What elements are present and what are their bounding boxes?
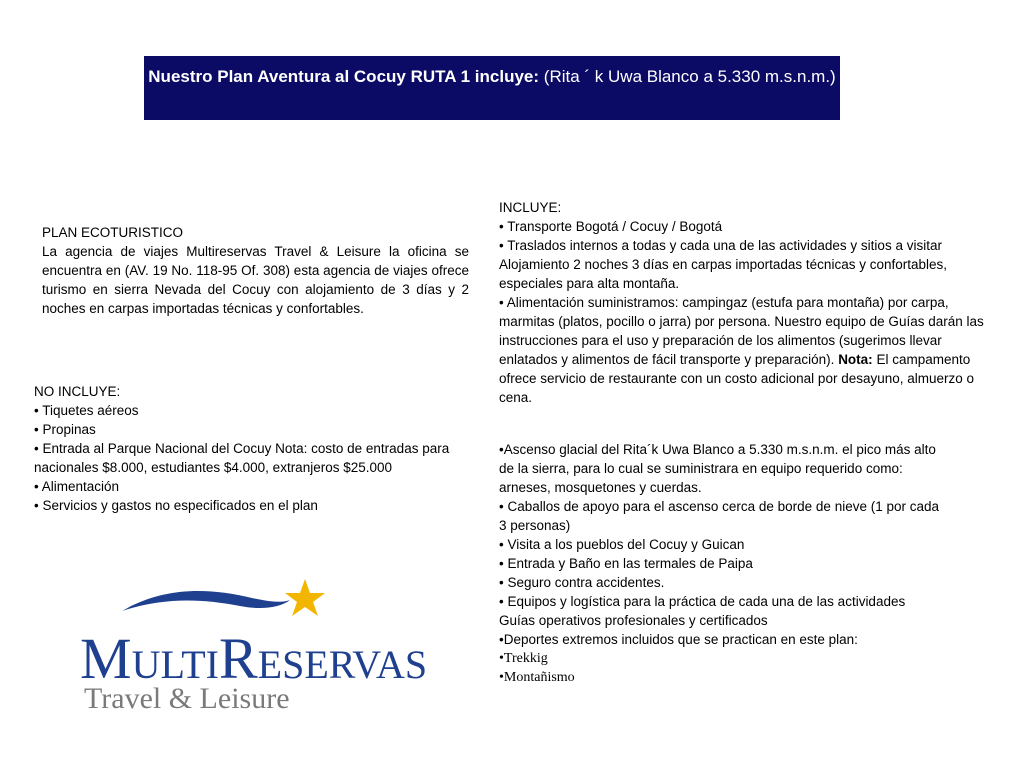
multireservas-logo (80, 574, 428, 719)
sport-item: •Trekkig (499, 651, 548, 666)
list-item: Alojamiento 2 noches 3 días en carpas importadas técnicas y confortables, especiales para alta montaña. (499, 257, 947, 291)
swoosh-icon (122, 591, 290, 611)
list-item: Guías operativos profesionales y certificados (499, 613, 768, 628)
list-item: • Equipos y logística para la práctica de cada una de las actividades (499, 594, 906, 609)
title-banner (144, 56, 840, 120)
list-item: • Alimentación (34, 479, 120, 494)
logo-main-text: MULTIRESERVAS (80, 626, 428, 691)
note-label: Nota: (838, 352, 873, 367)
incluye-section (499, 198, 994, 407)
note-text: El campamento ofrece servicio de restaurante con un costo adicional por desayuno, almuerzo o cena. (499, 352, 975, 405)
list-item: • Caballos de apoyo para el ascenso cerca de borde de nieve (1 por cada 3 personas) (499, 499, 940, 533)
no-incluye-heading: NO INCLUYE: (34, 384, 121, 399)
list-item: • Tiquetes aéreos (34, 403, 139, 418)
plan-body: La agencia de viajes Multireservas Travel & Leisure la oficina se encuentra en (AV. 19 No. 118-95 Of. 308) esta agencia de viajes ofrece turismo en sierra Nevada del Cocuy con alojamiento de 3 días y 2 noches en carpas importadas técnicas y confortables. (42, 244, 469, 316)
plan-heading: PLAN ECOTURISTICO (42, 225, 184, 240)
list-item: • Propinas (34, 422, 96, 437)
list-item: • Transporte Bogotá / Cocuy / Bogotá (499, 219, 723, 234)
no-incluye-section (34, 382, 454, 515)
list-item: •Deportes extremos incluidos que se practican en este plan: (499, 632, 858, 647)
logo-sub-text: Travel & Leisure (84, 682, 290, 715)
title-rest: (Rita ´ k Uwa Blanco a 5.330 m.s.n.m.) (539, 67, 836, 86)
list-item: •Ascenso glacial del Rita´k Uwa Blanco a 5.330 m.s.n.m. el pico más alto de la sierra, para lo cual se suministrara en equipo requerido como: arneses, mosquetones y cuerdas. (499, 442, 936, 495)
list-item: • Servicios y gastos no especificados en el plan (34, 498, 318, 513)
incluye-continued-section (499, 440, 939, 687)
list-item: • Entrada al Parque Nacional del Cocuy Nota: costo de entradas para nacionales $8.000, estudiantes $4.000, extranjeros $25.000 (34, 441, 450, 475)
star-icon (285, 579, 325, 616)
sport-item: •Montañismo (499, 670, 575, 685)
title-bold: Nuestro Plan Aventura al Cocuy RUTA 1 incluye: (148, 67, 540, 86)
list-item (499, 293, 994, 407)
list-item: • Traslados internos a todas y cada una de las actividades y sitios a visitar (499, 238, 942, 253)
food-text: • Alimentación suministramos: campingaz (estufa para montaña) por carpa, marmitas (platos, pocillo o jarra) por persona. Nuestro equipo de Guías darán las instrucciones para el uso y preparación de los alimentos (sugerimos llevar enlatados y alimentos de fácil transporte y preparación). (499, 295, 984, 367)
list-item: • Visita a los pueblos del Cocuy y Guican (499, 537, 745, 552)
plan-section (42, 223, 469, 318)
list-item: • Entrada y Baño en las termales de Paipa (499, 556, 753, 571)
list-item: • Seguro contra accidentes. (499, 575, 665, 590)
incluye-heading: INCLUYE: (499, 200, 562, 215)
